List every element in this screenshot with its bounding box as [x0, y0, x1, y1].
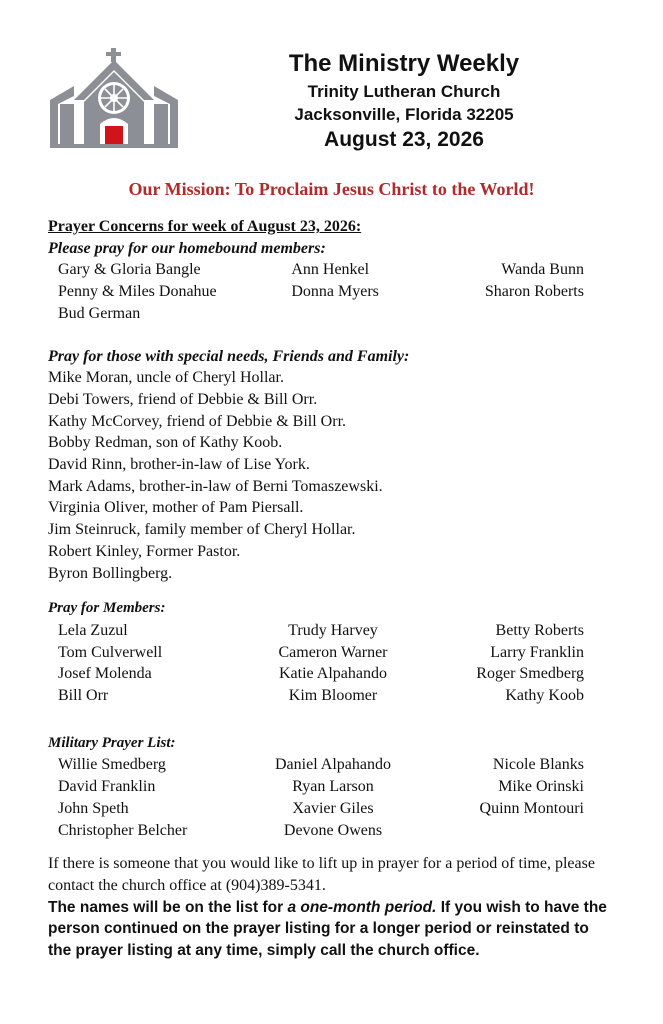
military-name: Ryan Larson: [292, 778, 374, 796]
member-name: Kim Bloomer: [288, 687, 378, 705]
member-name: Betty Roberts: [495, 621, 584, 639]
members-heading: Pray for Members:: [48, 600, 166, 617]
special-needs-item: Jim Steinruck, family member of Cheryl Hollar.: [48, 521, 356, 539]
military-name: [425, 820, 608, 842]
special-needs-item: Debi Towers, friend of Debbie & Bill Orr.: [48, 390, 318, 408]
mission-statement: Our Mission: To Proclaim Jesus Christ to the World!: [128, 179, 535, 199]
homebound-heading: Please pray for our homebound members:: [48, 239, 326, 257]
member-name: Josef Molenda: [58, 665, 152, 683]
issue-date: August 23, 2026: [324, 128, 484, 151]
military-name: Nicole Blanks: [492, 756, 584, 774]
church-location: Jacksonville, Florida 32205: [294, 105, 514, 124]
church-name: Trinity Lutheran Church: [307, 82, 501, 101]
member-name: Lela Zuzul: [58, 621, 128, 639]
military-name: David Franklin: [58, 778, 156, 796]
contact-paragraph: If there is someone that you would like to lift up in prayer for a period of time, please contact the church office at (904)389-5341.: [48, 855, 595, 894]
military-name: John Speth: [58, 799, 129, 817]
military-name: Devone Owens: [283, 821, 383, 839]
homebound-name: Donna Myers: [291, 283, 379, 301]
military-name: Quinn Montouri: [479, 799, 584, 817]
note-emphasis: a one-month period.: [287, 898, 437, 916]
church-logo: [50, 48, 178, 148]
homebound-name: Bud German: [58, 304, 141, 322]
homebound-name: [241, 303, 424, 325]
special-needs-item: Virginia Oliver, mother of Pam Piersall.: [48, 499, 304, 517]
member-name: Katie Alpahando: [279, 665, 387, 683]
note-text-end: If you wish to have the person continued on the prayer listing for a longer period or reinstated to the prayer listing at any time, simply call the church office.: [48, 898, 607, 959]
military-heading: Military Prayer List:: [48, 734, 176, 751]
military-name: Mike Orinski: [498, 778, 584, 796]
member-name: Roger Smedberg: [476, 665, 584, 683]
special-needs-item: Byron Bollingberg.: [48, 564, 173, 582]
special-needs-item: Mike Moran, uncle of Cheryl Hollar.: [48, 369, 284, 387]
homebound-name: Penny & Miles Donahue: [58, 283, 217, 301]
special-needs-list: [48, 367, 608, 584]
special-needs-item: Robert Kinley, Former Pastor.: [48, 542, 241, 560]
member-name: Kathy Koob: [505, 687, 584, 705]
note-text-start: The names will be on the list for: [48, 898, 288, 916]
military-name: Daniel Alpahando: [275, 756, 391, 774]
special-needs-item: David Rinn, brother-in-law of Lise York.: [48, 456, 310, 474]
homebound-name: Sharon Roberts: [484, 283, 584, 301]
member-name: Trudy Harvey: [288, 621, 378, 639]
homebound-name: [425, 303, 608, 325]
prayer-concerns-heading: Prayer Concerns for week of August 23, 2026:: [48, 218, 362, 235]
homebound-name: Wanda Bunn: [501, 261, 584, 279]
military-list: [48, 754, 608, 841]
military-name: Xavier Giles: [292, 799, 374, 817]
newsletter-title: The Ministry Weekly: [288, 50, 520, 77]
military-name: Christopher Belcher: [58, 821, 188, 839]
member-name: Tom Culverwell: [58, 643, 163, 661]
member-name: Bill Orr: [58, 687, 109, 705]
special-needs-item: Bobby Redman, son of Kathy Koob.: [48, 434, 283, 452]
homebound-list: [48, 259, 608, 324]
listing-policy-note: [48, 897, 608, 962]
homebound-name: Gary & Gloria Bangle: [58, 261, 201, 279]
military-name: Willie Smedberg: [58, 756, 166, 774]
prayer-content: [48, 216, 608, 961]
special-needs-item: Kathy McCorvey, friend of Debbie & Bill Orr.: [48, 412, 347, 430]
special-needs-item: Mark Adams, brother-in-law of Berni Tomaszewski.: [48, 477, 383, 495]
special-needs-heading: Pray for those with special needs, Friends and Family:: [48, 347, 410, 365]
members-list: [48, 620, 608, 707]
member-name: Larry Franklin: [490, 643, 584, 661]
member-name: Cameron Warner: [278, 643, 388, 661]
homebound-name: Ann Henkel: [291, 261, 370, 279]
